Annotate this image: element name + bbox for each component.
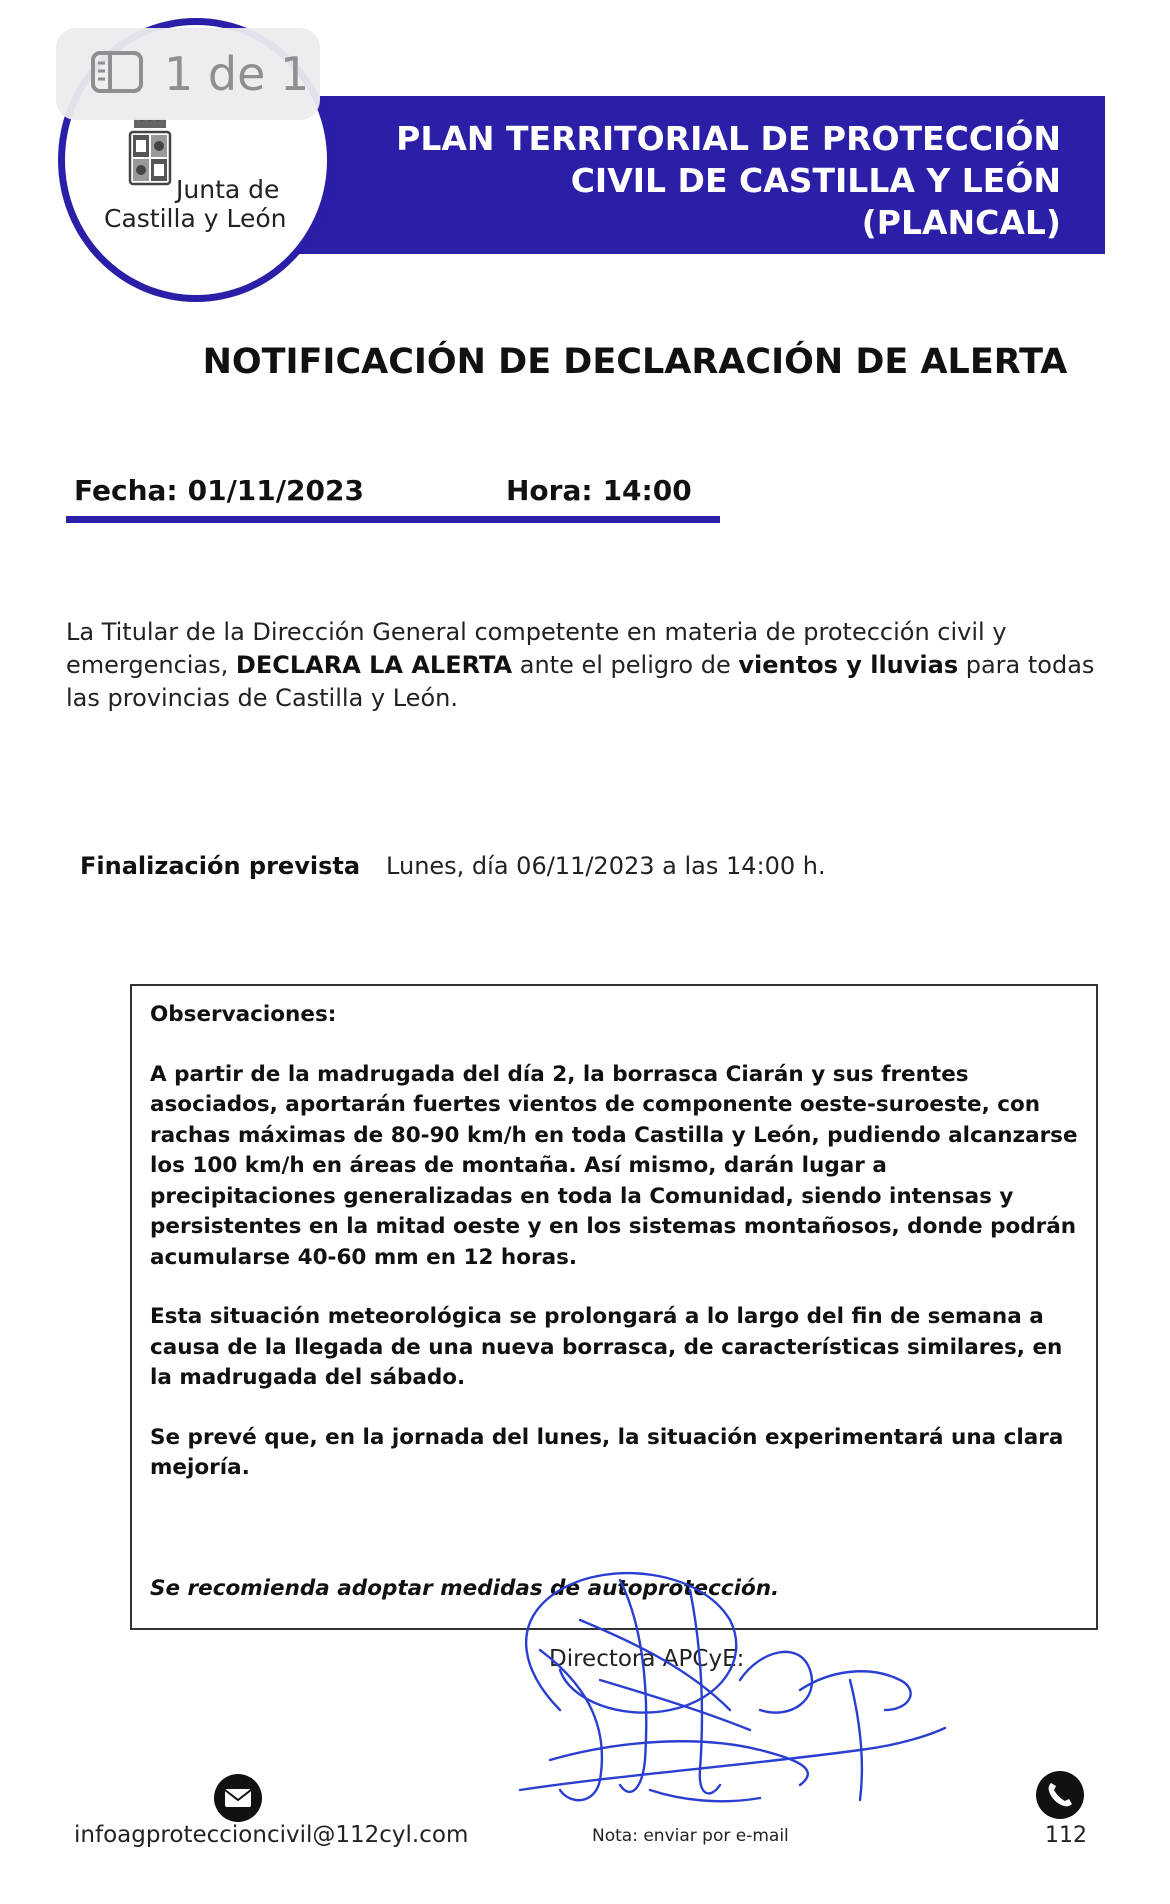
phone-icon: [1036, 1771, 1084, 1819]
header-title-line-1: PLAN TERRITORIAL DE PROTECCIÓN: [396, 119, 1061, 158]
fecha: [74, 474, 364, 507]
document-title: NOTIFICACIÓN DE DECLARACIÓN DE ALERTA: [202, 342, 1068, 382]
header-band: [255, 96, 1105, 254]
observaciones-title: Observaciones:: [150, 1002, 337, 1027]
logo-text-line-1: Junta de: [176, 175, 280, 204]
header-title: [396, 118, 1061, 244]
footer-nota: Nota: enviar por e-mail: [592, 1826, 789, 1846]
intro-bold-1: DECLARA LA ALERTA: [235, 651, 513, 679]
intro-text-2: ante el peligro de: [512, 651, 739, 679]
fecha-label: Fecha:: [74, 474, 178, 507]
footer-phone: 112: [1045, 1823, 1087, 1848]
header-title-line-3: (PLANCAL): [861, 203, 1061, 242]
observaciones-recommendation: Se recomienda adoptar medidas de autoprotección.: [150, 1575, 780, 1601]
meta-underline: [66, 516, 720, 523]
intro-text-1: La Titular de la Dirección General competente en materia de protección civil y emergencias,: [66, 618, 1007, 679]
finalizacion-value: Lunes, día 06/11/2023 a las 14:00 h.: [386, 852, 826, 880]
hora-label: Hora:: [506, 474, 593, 507]
observaciones-paragraph-2: Esta situación meteorológica se prolongará a lo largo del fin de semana a causa de la llegada de una nueva borrasca, de características similares, en la madrugada del sábado.: [150, 1304, 1063, 1390]
fecha-value: 01/11/2023: [187, 474, 364, 507]
page-indicator[interactable]: [56, 28, 320, 120]
logo-text-line-2: Castilla y León: [104, 204, 287, 233]
sidebar-icon[interactable]: [90, 50, 144, 98]
observaciones-box: [130, 984, 1098, 1630]
footer-email: infoagproteccioncivil@112cyl.com: [74, 1822, 469, 1848]
intro-bold-2: vientos y lluvias: [738, 651, 959, 679]
page-indicator-text: 1 de 1: [164, 47, 310, 101]
observaciones-paragraph-1: A partir de la madrugada del día 2, la borrasca Ciarán y sus frentes asociados, aportarán fuertes vientos de componente oeste-suroeste, con rachas máximas de 80-90 km/h en toda Castilla y León, pudiendo alcanzarse los 100 km/h en áreas de montaña. Así mismo, darán lugar a precipitaciones generalizadas en toda la Comunidad, siendo intensas y persistentes en la mitad oeste y en los sistemas montañosos, donde podrán acumularse 40-60 mm en 12 horas.: [150, 1061, 1078, 1270]
header-title-line-2: CIVIL DE CASTILLA Y LEÓN: [570, 161, 1061, 200]
firma-label: Directora APCyE:: [549, 1646, 745, 1672]
intro-paragraph: [66, 616, 1116, 715]
observaciones-paragraph-3: Se prevé que, en la jornada del lunes, la situación experimentará una clara mejoría.: [150, 1424, 1064, 1480]
intro-text-3: para todas las provincias de Castilla y León.: [66, 651, 1095, 712]
logo-text: [104, 175, 304, 233]
envelope-icon: [214, 1774, 262, 1822]
signature-scribble: [500, 1560, 960, 1824]
hora: [506, 474, 692, 507]
finalizacion-label: Finalización prevista: [80, 852, 361, 880]
finalizacion-row: [80, 852, 826, 880]
hora-value: 14:00: [602, 474, 692, 507]
